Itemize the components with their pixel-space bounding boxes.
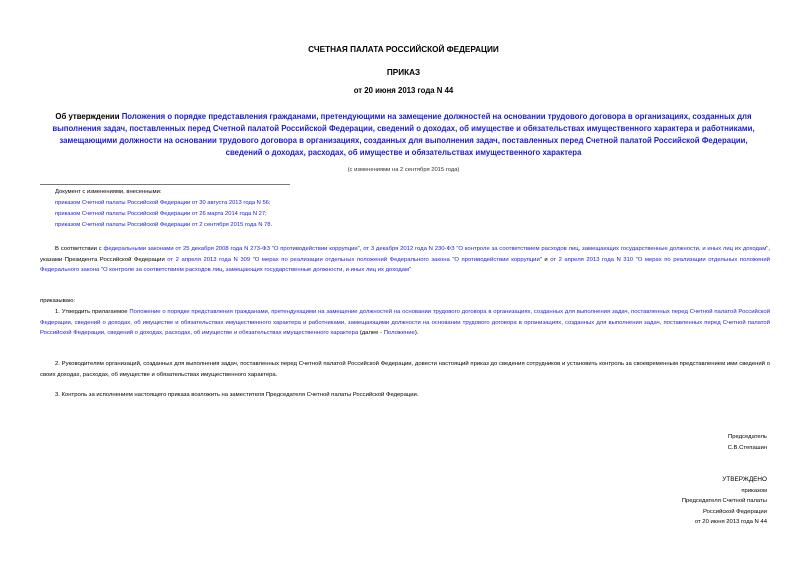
preamble-text: , указами Президента Российской Федерации: [40, 246, 770, 263]
approval-block: [682, 475, 767, 528]
regulation-link[interactable]: Положение о порядке представления гражданами, претендующими на замещение должностей на основании трудового договора в организациях, созданных для выполнения задач, поставленных перед Счетной палатой Российской Федерации, сведений о доходах, об имуществе и обязательствах имущественного характера и работниками, замещающими должности на основании трудового договора в организациях, созданных для выполнения задач, поставленных перед Счетной палатой Российской Федерации, сведений о доходах, расходах, об имуществе и обязательствах имущественного характера: [40, 309, 770, 337]
signer-position: Председатель: [728, 434, 767, 440]
amendment-link-1[interactable]: приказом Счетной палаты Российской Федерации от 30 августа 2013 года N 56;: [55, 200, 271, 206]
document-date-number: от 20 июня 2013 года N 44: [353, 86, 454, 95]
title-prefix: Об утверждении: [55, 112, 122, 121]
approval-line: Российской Федерации: [702, 508, 767, 515]
decree-309-link[interactable]: от 2 апреля 2013 года N 309 "О мерах по реализации отдельных положений Федерального закона "О противодействии коррупции": [167, 256, 542, 263]
regulation-title-link[interactable]: Положения о порядке представления гражданами, претендующими на замещение должностей на основании трудового договора в организациях, созданных для выполнения задач, поставленных перед Счетной палатой Российской Федерации, сведений о доходах, об имуществе и обязательствах имущественного характера и работниками, замещающими должности на основании трудового договора в организациях, созданных для выполнения задач, поставленных перед Счетной палатой Российской Федерации, сведений о доходах, расходах, об имуществе и обязательствах имущественного характера: [52, 112, 755, 157]
changes-note: (с изменениями на 2 сентября 2015 года): [347, 167, 460, 173]
item-1-text: (далее -: [358, 330, 384, 337]
approval-line: от 20 июня 2013 года N 44: [694, 519, 767, 526]
document-type-heading: ПРИКАЗ: [386, 68, 421, 77]
preamble-text: ,: [359, 246, 364, 252]
item-1-text: ).: [414, 330, 419, 337]
signature-block: [728, 432, 767, 453]
preamble-text: и: [541, 256, 551, 263]
approval-line: Председателя Счетной палаты: [681, 498, 767, 505]
amendment-link-3[interactable]: приказом Счетной палаты Российской Федерации от 2 сентября 2015 года N 78.: [55, 222, 273, 228]
document-changes-list: [55, 187, 272, 231]
organization-heading: СЧЕТНАЯ ПАЛАТА РОССИЙСКОЙ ФЕДЕРАЦИИ: [308, 45, 499, 54]
order-item-1: [40, 307, 770, 339]
document-title: [40, 111, 767, 159]
approval-heading: УТВЕРЖДЕНО: [722, 476, 767, 483]
order-word: приказываю:: [40, 298, 76, 304]
approval-line: приказом: [741, 487, 767, 494]
order-item-3: 3. Контроль за исполнением настоящего приказа возложить на заместителя Председателя Счетной палаты Российской Федерации.: [55, 392, 419, 398]
item-1-text: 1. Утвердить прилагаемое: [55, 309, 130, 315]
order-item-2: 2. Руководителям организаций, созданных для выполнения задач, поставленных перед Счетной палатой Российской Федерации, довести настоящий приказ до сведения сотрудников и установить контроль за своевременным представлением ими сведений о своих доходах, расходах, об имуществе и обязательствах имущественного характера.: [40, 361, 770, 378]
law-230-link[interactable]: от 3 декабря 2012 года N 230-ФЗ "О контроле за соответствием расходов лиц, замещающих государственные должности, и иных лиц их доходам": [363, 246, 769, 252]
document-changes-label: Документ с изменениями, внесенными:: [55, 189, 162, 195]
regulation-short-link[interactable]: Положение: [383, 330, 415, 337]
separator-line: [40, 184, 290, 185]
decree-310-link[interactable]: от 2 апреля 2013 года N 310 "О мерах по реализации отдельных положений Федерального закона "О контроле за соответствием расходов лиц, замещающих государственные должности, и иных лиц их доходам": [40, 256, 770, 274]
law-273-link[interactable]: федеральными законами от 25 декабря 2008 года N 273-ФЗ "О противодействии коррупции": [103, 246, 360, 252]
amendment-link-2[interactable]: приказом Счетной палаты Российской Федерации от 26 марта 2014 года N 27;: [55, 211, 267, 217]
signer-name: С.В.Степашин: [727, 444, 767, 451]
preamble-paragraph: [40, 244, 770, 276]
preamble-text: В соответствии с: [55, 246, 104, 252]
